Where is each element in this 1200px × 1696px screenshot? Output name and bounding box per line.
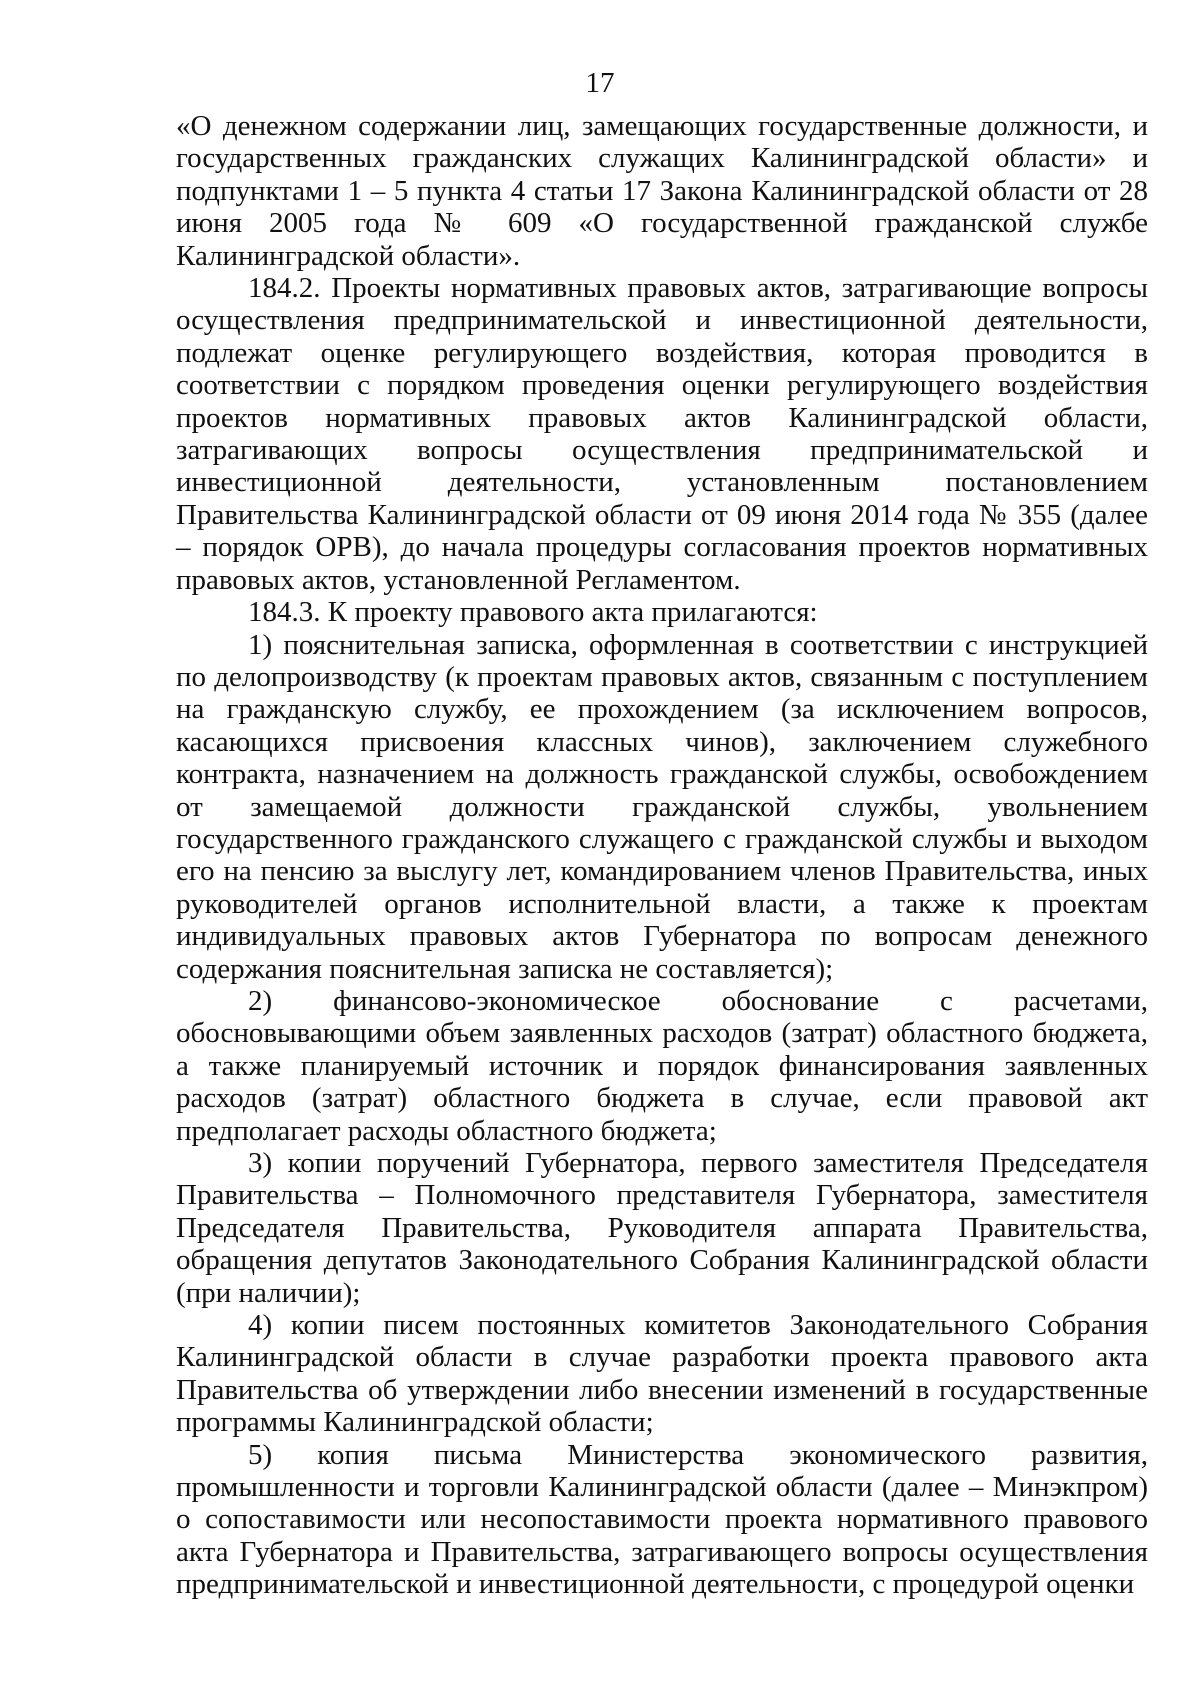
list-item-3: 3) копии поручений Губернатора, первого заместителя Председателя Правительства – Полномочного представителя Губернатора, заместителя Председателя Правительства, Руководителя аппарата Правительства, обращения депутатов Законодательного Собрания Калининградской области (при наличии); xyxy=(176,1147,1148,1309)
document-body xyxy=(176,110,1148,1601)
list-item-2: 2) финансово-экономическое обоснование с расчетами, обосновывающими объем заявленных расходов (затрат) областного бюджета, а также планируемый источник и порядок финансирования заявленных расходов (затрат) областного бюджета в случае, если правовой акт предполагает расходы областного бюджета; xyxy=(176,984,1148,1147)
list-item-5: 5) копия письма Министерства экономического развития, промышленности и торговли Калининградской области (далее – Минэкпром) о сопоставимости или несопоставимости проекта нормативного правового акта Губернатора и Правительства, затрагивающего вопросы осуществления предпринимательской и инвестиционной деятельности, с процедурой оценки xyxy=(176,1438,1148,1601)
list-item-1: 1) пояснительная записка, оформленная в соответствии с инструкцией по делопроизводству (к проектам правовых актов, связанным с поступлением на гражданскую службу, ее прохождением (за исключением вопросов, касающихся присвоения классных чинов), заключением служебного контракта, назначением на должность гражданской службы, освобождением от замещаемой должности гражданской службы, увольнением государственного гражданского служащего с гражданской службы и выходом его на пенсию за выслугу лет, командированием членов Правительства, иных руководителей органов исполнительной власти, а также к проектам индивидуальных правовых актов Губернатора по вопросам денежного содержания пояснительная записка не составляется); xyxy=(176,628,1148,985)
list-item-4: 4) копии писем постоянных комитетов Законодательного Собрания Калининградской области в случае разработки проекта правового акта Правительства об утверждении либо внесении изменений в государственные программы Калининградской области; xyxy=(176,1309,1148,1439)
paragraph-184-2: 184.2. Проекты нормативных правовых актов, затрагивающие вопросы осуществления предпринимательской и инвестиционной деятельности, подлежат оценке регулирующего воздействия, которая проводится в соответствии с порядком проведения оценки регулирующего воздействия проектов нормативных правовых актов Калининградской области, затрагивающих вопросы осуществления предпринимательской и инвестиционной деятельности, установленным постановлением Правительства Калининградской области от 09 июня 2014 года № 355 (далее – порядок ОРВ), до начала процедуры согласования проектов нормативных правовых актов, установленной Регламентом. xyxy=(176,272,1148,596)
paragraph-184-3: 184.3. К проекту правового акта прилагаются: xyxy=(248,596,818,629)
page-number: 17 xyxy=(585,67,615,99)
paragraph-continuation: «О денежном содержании лиц, замещающих государственные должности, и государственных гражданских служащих Калининградской области» и подпунктами 1 – 5 пункта 4 статьи 17 Закона Калининградской области от 28 июня 2005 года № 609 «О государственной гражданской службе Калининградской области». xyxy=(176,110,1148,272)
